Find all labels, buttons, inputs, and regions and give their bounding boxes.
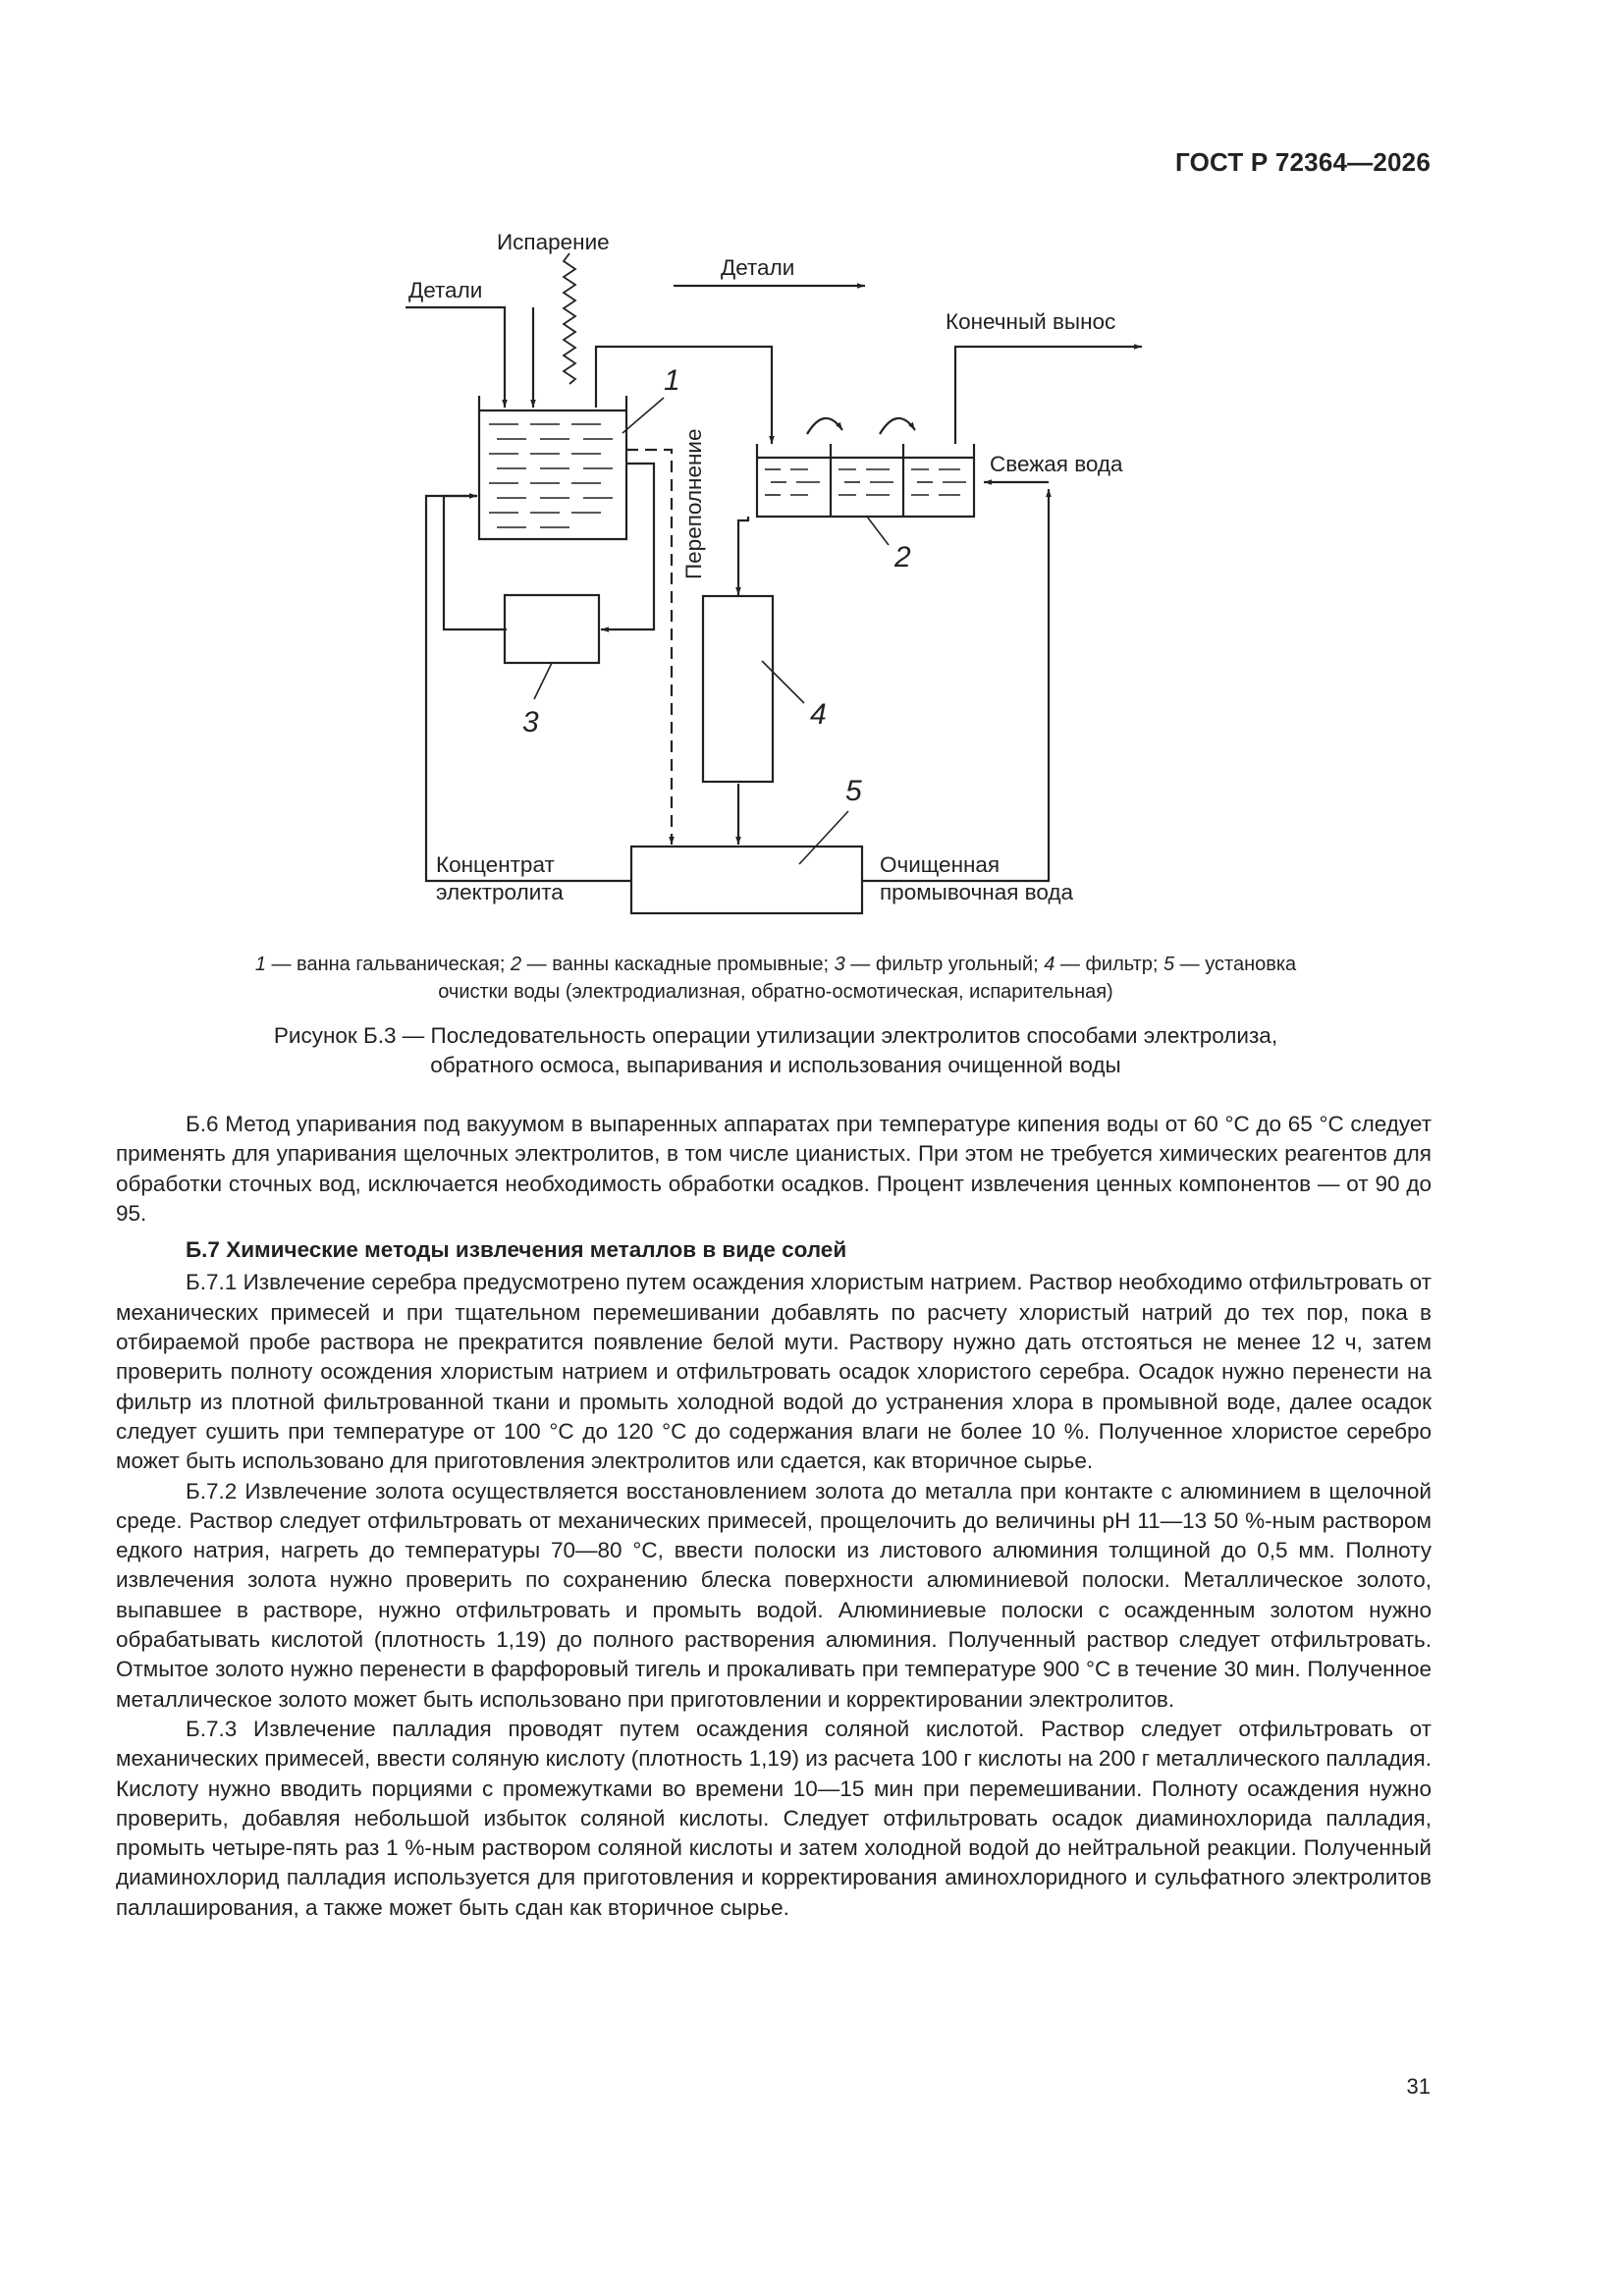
caption-line-1: Рисунок Б.3 — Последовательность операции утилизации электролитов способами электролиза, <box>273 1023 1278 1048</box>
concentrate-return-line <box>426 496 631 881</box>
legend-line-1 <box>187 951 1365 978</box>
heading-b7: Б.7 Химические методы извлечения металлов в виде солей <box>186 1237 847 1263</box>
label-parts-out: Детали <box>721 255 795 280</box>
figure-caption <box>187 1021 1365 1080</box>
legend-text-2: — ванны каскадные промывные; <box>521 954 835 975</box>
parts-in-arrow <box>406 307 505 408</box>
legend-num-3: 3 <box>834 954 845 975</box>
paragraph-b73: Б.7.3 Извлечение палладия проводят путем осаждения соляной кислотой. Раствор следует отфильтровать от механических примесей, ввести соляную кислоту (плотность 1,19) из расчета 100 г кислоты на 200 г металлического палладия. Кислоту нужно вводить порциями с промежутками во времени 10—15 мин при перемешивании. Полноту осаждения нужно проверить, добавляя небольшой избыток соляной кислоты. Следует отфильтровать осадок диаминохлорида палладия, промыть четыре-пять раз 1 %-ным раствором соляной кислоты и затем холодной водой до нейтральной реакции. Полученный диаминохлорид палладия используется для приготовления и корректирования аминохлоридного и сульфатного электролитов паллаширования, а также может быть сдан как вторичное сырье. <box>116 1716 1432 1920</box>
legend-num-1: 1 <box>254 954 266 975</box>
paragraph-b6: Б.6 Метод упаривания под вакуумом в выпаренных аппаратах при температуре кипения воды от 60 °С до 65 °С следует применять для упаривания щелочных электролитов, в том числе цианистых. При этом не требуется химических реагентов для обработки сточных вод, исключается необходимость обработки осадков. Процент извлечения ценных компонентов — от 90 до 95. <box>116 1112 1432 1226</box>
rinse-liquid <box>765 469 966 495</box>
rinse-to-filter-4 <box>738 517 748 595</box>
callout-5: 5 <box>845 775 862 807</box>
leader-2 <box>867 517 889 545</box>
legend-text-3: — фильтр угольный; <box>844 954 1045 975</box>
callout-2: 2 <box>894 541 911 574</box>
legend-text-4: — фильтр; <box>1055 954 1163 975</box>
label-fresh-water: Свежая вода <box>990 452 1123 476</box>
label-overflow: Переполнение <box>681 428 706 579</box>
label-purified-2: промывочная вода <box>880 880 1074 904</box>
final-carryover-arrow <box>955 347 1142 444</box>
loop-from-filter-3 <box>444 496 507 629</box>
rinse-cascade-2 <box>757 444 974 517</box>
carbon-filter-3 <box>505 595 599 663</box>
leader-1 <box>622 398 664 433</box>
document-id: ГОСТ Р 72364—2026 <box>1175 147 1431 177</box>
cascade-flow-arrow-2 <box>880 418 915 434</box>
filter-4 <box>703 596 773 782</box>
label-purified-1: Очищенная <box>880 852 1001 877</box>
figure-legend <box>187 951 1365 1006</box>
label-final-carryover: Конечный вынос <box>946 309 1116 334</box>
body-text <box>116 1110 1432 1923</box>
leader-4 <box>762 661 804 703</box>
paragraph-b71: Б.7.1 Извлечение серебра предусмотрено путем осаждения хлористым натрием. Раствор необходимо отфильтровать от механических примесей и при тщательном перемешивании добавлять по расчету хлористый натрий до тех пор, пока в отбираемой пробе раствора не прекратится появление белой мути. Раствору нужно дать отстояться не менее 12 ч, затем проверить полноту осождения хлористым натрием и отфильтровать осадок хлористого серебра. Осадок нужно перенести на фильтр из плотной фильтрованной ткани и промыть холодной водой до устранения хлора в промывной воде, далее осадок следует сушить при температуре от 100 °С до 120 °С до содержания влаги не более 10 %. Полученное хлористое серебро может быть использовано для приготовления электролитов или сдается, как вторичное сырье. <box>116 1270 1432 1474</box>
legend-num-4: 4 <box>1044 954 1055 975</box>
leader-5 <box>799 811 848 864</box>
label-concentrate-2: электролита <box>436 880 564 904</box>
legend-text-5: — установка <box>1174 954 1297 975</box>
legend-num-2: 2 <box>510 954 522 975</box>
legend-num-5: 5 <box>1163 954 1175 975</box>
leader-3 <box>534 663 552 699</box>
legend-text-1: — ванна гальваническая; <box>265 954 511 975</box>
callout-4: 4 <box>810 698 827 731</box>
bath-1-liquid <box>489 424 613 527</box>
page-number: 31 <box>1406 2074 1431 2099</box>
callout-1: 1 <box>664 364 680 397</box>
process-diagram <box>0 0 1623 943</box>
label-concentrate-1: Концентрат <box>436 852 555 877</box>
purified-water-return <box>862 489 1049 881</box>
legend-line-2: очистки воды (электродиализная, обратно-осмотическая, испарительная) <box>438 981 1113 1003</box>
galvanic-bath-1 <box>479 396 626 539</box>
overflow-dashed-line <box>626 450 672 845</box>
cascade-flow-arrow-1 <box>807 418 842 434</box>
label-evaporation: Испарение <box>497 230 610 254</box>
paragraph-b72: Б.7.2 Извлечение золота осуществляется восстановлением золота до металла при контакте с алюминием в щелочной среде. Раствор следует отфильтровать от механических примесей, прощелочить до величины pH 11—13 50 %-ным раствором едкого натрия, нагреть до температуры 70—80 °С, ввести полоски из листового алюминия толщиной до 0,5 мм. Полноту извлечения золота нужно проверить по сохранению блеска поверхности алюминиевой полоски. Металлическое золото, выпавшее в растворе, нужно отфильтровать и промыть водой. Алюминиевые полоски с осажденным золотом нужно обрабатывать кислотой (плотность 1,19) до полного растворения алюминия. Полученный раствор следует отфильтровать. Отмытое золото нужно перенести в фарфоровый тигель и прокаливать при температуре 900 °С в течение 30 мин. Полученное металлическое золото может быть использовано при приготовлении и корректировании электролитов. <box>116 1478 1432 1712</box>
caption-line-2: обратного осмоса, выпаривания и использования очищенной воды <box>430 1053 1121 1077</box>
callout-3: 3 <box>522 706 539 738</box>
water-treatment-unit-5 <box>631 847 862 913</box>
label-parts-in: Детали <box>408 278 483 302</box>
evaporation-line <box>564 253 575 384</box>
